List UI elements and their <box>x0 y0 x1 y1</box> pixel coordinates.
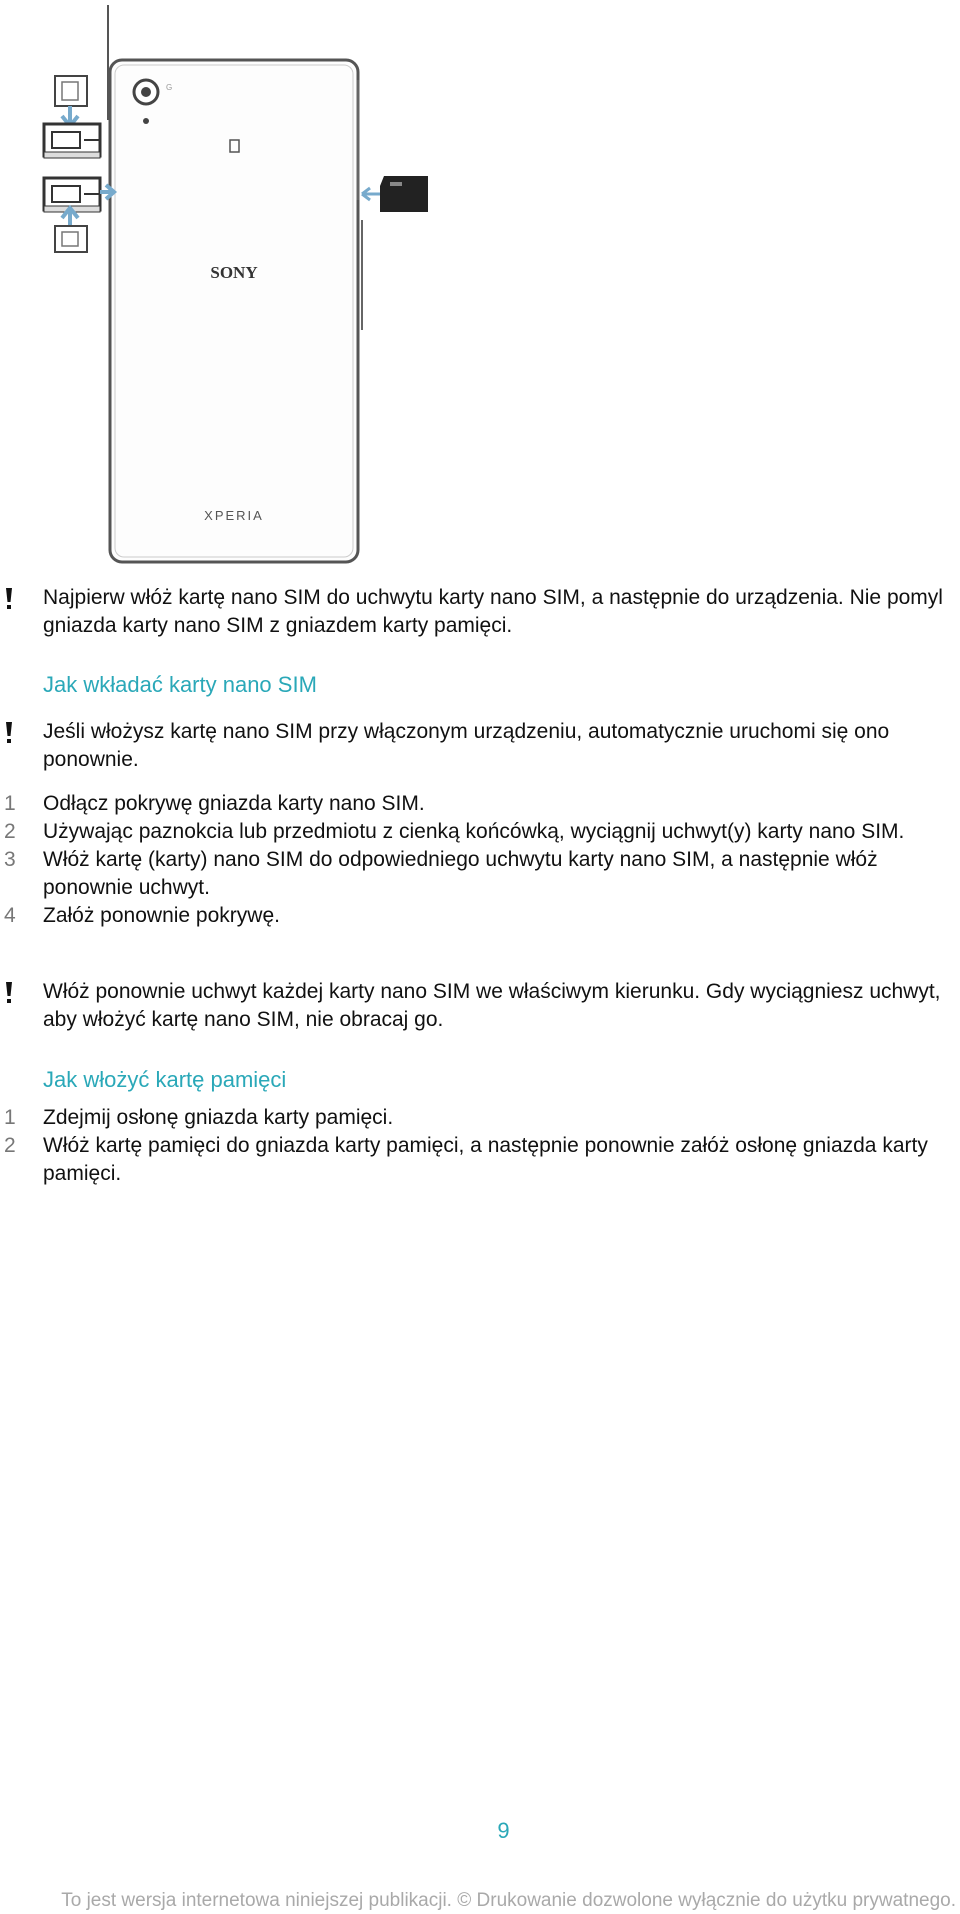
step-number: 2 <box>4 1134 16 1157</box>
list-item <box>0 846 960 902</box>
exclamation-icon <box>4 722 14 744</box>
note-warning <box>0 718 960 774</box>
svg-text:G: G <box>166 83 173 92</box>
list-item <box>0 1104 960 1132</box>
sim-card-icon <box>55 208 87 252</box>
note-text: Jeśli włożysz kartę nano SIM przy włączonym urządzeniu, automatycznie uruchomi się ono ponownie. <box>43 720 890 771</box>
list-item <box>0 790 960 818</box>
section-heading-sim: Jak wkładać karty nano SIM <box>43 672 317 697</box>
step-text: Włóż kartę pamięci do gniazda karty pamięci, a następnie ponownie załóż osłonę gniazda karty pamięci. <box>43 1134 928 1185</box>
note-text: Najpierw włóż kartę nano SIM do uchwytu karty nano SIM, a następnie do urządzenia. Nie pomyl gniazda karty nano SIM z gniazdem karty pamięci. <box>43 586 943 637</box>
page-footer: To jest wersja internetowa niniejszej publikacji. © Drukowanie dozwolone wyłącznie do użytku prywatnego. <box>61 1890 956 1911</box>
step-number: 1 <box>4 792 16 815</box>
list-item <box>0 1132 960 1188</box>
exclamation-icon <box>4 982 14 1004</box>
step-number: 3 <box>4 848 16 871</box>
page-number: 9 <box>497 1818 510 1843</box>
step-text: Zdejmij osłonę gniazda karty pamięci. <box>43 1106 394 1129</box>
step-number: 2 <box>4 820 16 843</box>
step-number: 4 <box>4 904 16 927</box>
sim-tray-icon <box>44 124 100 158</box>
step-text: Odłącz pokrywę gniazda karty nano SIM. <box>43 792 425 815</box>
sim-tray-icon <box>44 178 114 212</box>
phone-illustration <box>0 0 460 570</box>
step-list-sim <box>0 790 960 930</box>
note-warning <box>0 978 960 1034</box>
section-heading-memory: Jak włożyć kartę pamięci <box>43 1067 287 1092</box>
list-item <box>0 902 960 930</box>
sim-card-icon <box>55 76 87 126</box>
step-text: Załóż ponownie pokrywę. <box>43 904 280 927</box>
exclamation-icon <box>4 588 14 610</box>
model-label: XPERIA <box>204 508 264 523</box>
step-number: 1 <box>4 1106 16 1129</box>
brand-label: SONY <box>210 263 258 282</box>
step-text: Używając paznokcia lub przedmiotu z cienką końcówką, wyciągnij uchwyt(y) karty nano SIM. <box>43 820 905 843</box>
step-text: Włóż kartę (karty) nano SIM do odpowiedniego uchwytu karty nano SIM, a następnie włóż ponownie uchwyt. <box>43 848 878 899</box>
note-text: Włóż ponownie uchwyt każdej karty nano SIM we właściwym kierunku. Gdy wyciągniesz uchwyt, aby włożyć kartę nano SIM, nie obracaj go. <box>43 980 941 1031</box>
note-warning <box>0 584 960 640</box>
step-list-memory <box>0 1104 960 1188</box>
memory-card-icon <box>362 176 428 212</box>
list-item <box>0 818 960 846</box>
